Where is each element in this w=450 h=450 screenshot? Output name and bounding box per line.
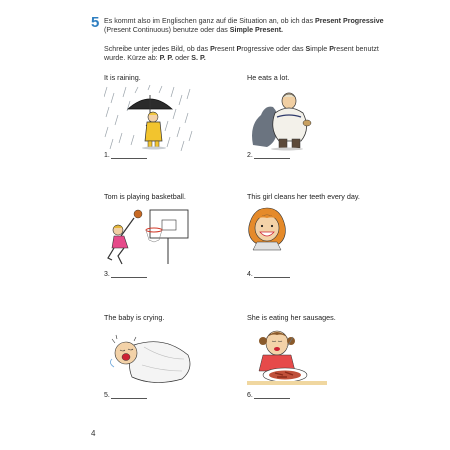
answer-blank[interactable]: [254, 271, 290, 278]
girl-eating-sausages-illustration: [247, 325, 327, 391]
item-number: 1.: [104, 152, 110, 159]
exercise-item-3: [104, 192, 254, 307]
exercise-item-6: [247, 313, 397, 428]
page-number: 4: [91, 429, 96, 438]
item-number: 5.: [104, 392, 110, 399]
crying-baby-illustration: [104, 325, 194, 391]
answer-blank[interactable]: [111, 271, 147, 278]
answer-line-2[interactable]: [247, 152, 290, 159]
answer-line-4[interactable]: [247, 271, 290, 278]
answer-line-5[interactable]: [104, 392, 147, 399]
item-caption: This girl cleans her teeth every day.: [247, 192, 360, 201]
girl-smiling-illustration: [247, 204, 307, 270]
item-number: 6.: [247, 392, 253, 399]
exercise-item-2: [247, 73, 397, 188]
answer-blank[interactable]: [111, 152, 147, 159]
item-number: 3.: [104, 271, 110, 278]
exercise-number: 5: [91, 14, 100, 31]
item-caption: He eats a lot.: [247, 73, 290, 82]
item-caption: It is raining.: [104, 73, 141, 82]
boy-basketball-illustration: [104, 204, 194, 270]
item-caption: The baby is crying.: [104, 313, 165, 322]
instruction-paragraph-2: Schreibe unter jedes Bild, ob das Present Progressive oder das Simple Present benutzt wurde. Kürze ab: P. P. oder S. P.: [104, 45, 379, 63]
item-number: 2.: [247, 152, 253, 159]
answer-line-6[interactable]: [247, 392, 290, 399]
exercise-item-4: [247, 192, 397, 307]
answer-blank[interactable]: [254, 392, 290, 399]
item-caption: She is eating her sausages.: [247, 313, 336, 322]
answer-line-3[interactable]: [104, 271, 147, 278]
answer-blank[interactable]: [254, 152, 290, 159]
item-number: 4.: [247, 271, 253, 278]
exercise-item-5: [104, 313, 254, 428]
fat-man-illustration: [247, 85, 317, 151]
exercise-item-1: [104, 73, 254, 188]
instruction-paragraph-1: Es kommt also im Englischen ganz auf die Situation an, ob ich das Present Progressive (Present Continuous) benutze oder das Simple Present.: [104, 17, 384, 35]
answer-line-1[interactable]: [104, 152, 147, 159]
item-caption: Tom is playing basketball.: [104, 192, 186, 201]
answer-blank[interactable]: [111, 392, 147, 399]
girl-umbrella-rain-illustration: [104, 85, 196, 151]
